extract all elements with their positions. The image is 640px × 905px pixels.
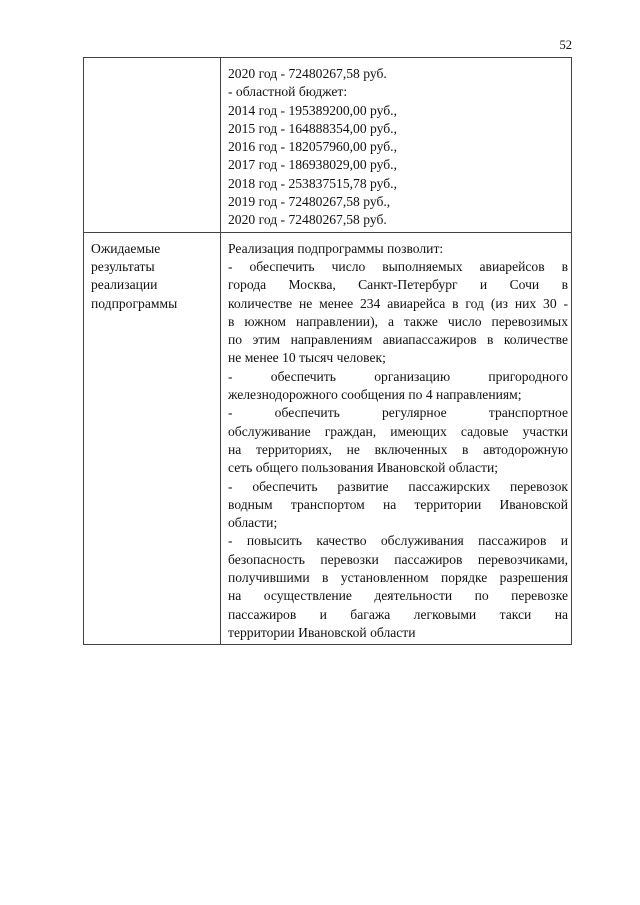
result-text-line: области; <box>228 515 278 531</box>
result-text-line: водным транспортом на территории Ивановской <box>228 496 568 512</box>
result-text-line: - повысить качество обслуживания пассажиров и <box>228 533 568 549</box>
row-label-line: подпрограммы <box>91 295 178 311</box>
result-text-line: на территориях, не включенных в автодорожную <box>228 441 568 457</box>
result-text-line: пассажиров и багажа легковыми такси на <box>228 606 568 622</box>
page-number: 52 <box>559 38 572 52</box>
result-text-line: - обеспечить число выполняемых авиарейсов в <box>228 258 568 274</box>
financing-line: 2020 год - 72480267,58 руб. <box>228 66 387 81</box>
result-text-line: Реализация подпрограммы позволит: <box>228 240 444 256</box>
financing-line: 2017 год - 186938029,00 руб., <box>228 157 397 173</box>
financing-line: 2014 год - 195389200,00 руб., <box>228 102 397 118</box>
expected-results-cell <box>221 232 572 645</box>
result-text-line: обслуживание граждан, имеющих садовые участки <box>228 423 568 439</box>
row-label-cell <box>84 232 221 645</box>
subprogram-passport-table <box>83 57 572 645</box>
row-label-line: реализации <box>91 277 158 293</box>
result-text-line: железнодорожного сообщения по 4 направлениям; <box>228 387 522 403</box>
result-text-line: сеть общего пользования Ивановской области; <box>228 460 498 476</box>
result-text-line: получившими в установленном порядке разрешения <box>228 570 568 586</box>
result-text-line: количестве не менее 234 авиарейса в год (из них 30 - <box>228 295 568 311</box>
financing-cell <box>221 58 572 233</box>
financing-line: 2016 год - 182057960,00 руб., <box>228 139 397 155</box>
result-text-line: в южном направлении), а также число перевозимых <box>228 313 568 329</box>
financing-line: 2019 год - 72480267,58 руб., <box>228 194 391 210</box>
financing-line: 2020 год - 72480267,58 руб. <box>228 212 387 228</box>
result-text-line: территории Ивановской области <box>228 624 416 640</box>
result-text-line: безопасность перевозки пассажиров перевозчиками, <box>228 551 568 567</box>
result-text-line: - обеспечить регулярное транспортное <box>228 405 568 421</box>
row-label-cell <box>84 58 221 233</box>
financing-line: 2015 год - 164888354,00 руб., <box>228 120 397 136</box>
result-text-line: - обеспечить организацию пригородного <box>228 368 568 384</box>
result-text-line: не менее 10 тысяч человек; <box>228 350 386 366</box>
financing-line: - областной бюджет: <box>228 84 348 100</box>
row-label-line: результаты <box>91 258 155 274</box>
result-text-line: - обеспечить развитие пассажирских перевозок <box>228 478 568 494</box>
row-label-line: Ожидаемые <box>91 240 161 256</box>
table-row-expected-results <box>84 232 572 645</box>
result-text-line: на осуществление деятельности по перевозке <box>228 588 568 604</box>
result-text-line: города Москва, Санкт-Петербург и Сочи в <box>228 277 568 293</box>
financing-line: 2018 год - 253837515,78 руб., <box>228 175 397 191</box>
table-row-financing <box>84 58 572 233</box>
result-text-line: по этим направлениям авиапассажиров в количестве <box>228 332 568 348</box>
